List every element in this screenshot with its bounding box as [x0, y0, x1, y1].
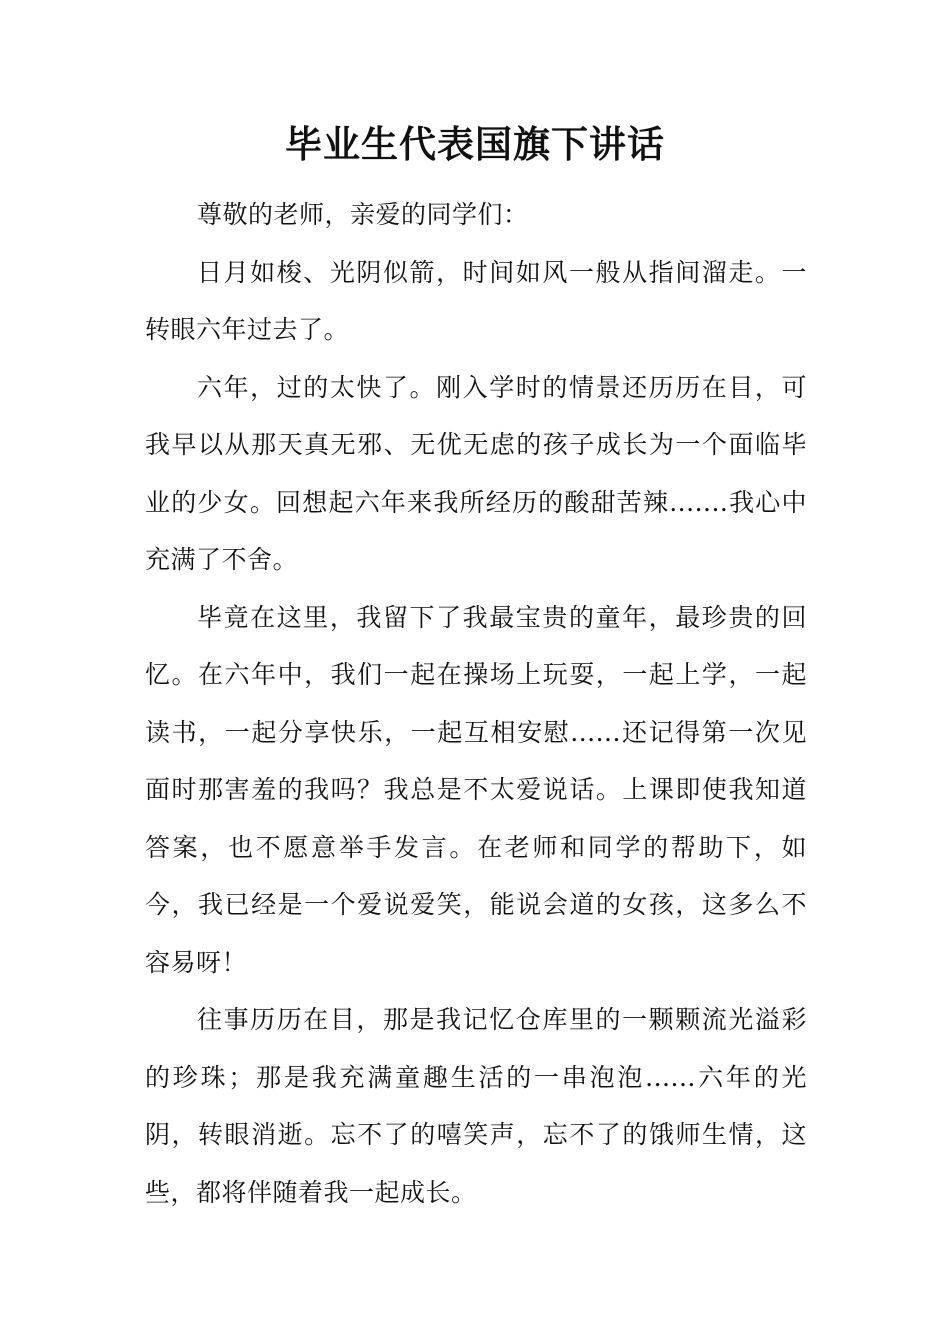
document-title: 毕业生代表国旗下讲话	[285, 122, 665, 166]
paragraph: 毕竟在这里，我留下了我最宝贵的童年，最珍贵的回忆。在六年中，我们一起在操场上玩耍，一起上学，一起读书，一起分享快乐，一起互相安慰......还记得第一次见面时那害羞的我吗？我总是不太爱说话。上课即使我知道答案，也不愿意举手发言。在老师和同学的帮助下，如今，我已经是一个爱说爱笑，能说会道的女孩，这多么不容易呀！	[145, 602, 807, 977]
paragraph: 六年，过的太快了。刚入学时的情景还历历在目，可我早以从那天真无邪、无优无虑的孩子成长为一个面临毕业的少女。回想起六年来我所经历的酸甜苦辣.......我心中充满了不舍。	[145, 372, 807, 574]
paragraph: 日月如梭、光阴似箭，时间如风一般从指间溜走。一转眼六年过去了。	[145, 257, 807, 344]
paragraph: 往事历历在目，那是我记忆仓库里的一颗颗流光溢彩的珍珠；那是我充满童趣生活的一串泡泡......六年的光阴，转眼消逝。忘不了的嘻笑声，忘不了的饿师生情，这些，都将伴随着我一起成长。	[145, 1005, 807, 1207]
document-body	[145, 186, 807, 1221]
paragraph-salutation: 尊敬的老师，亲爱的同学们：	[197, 200, 529, 229]
